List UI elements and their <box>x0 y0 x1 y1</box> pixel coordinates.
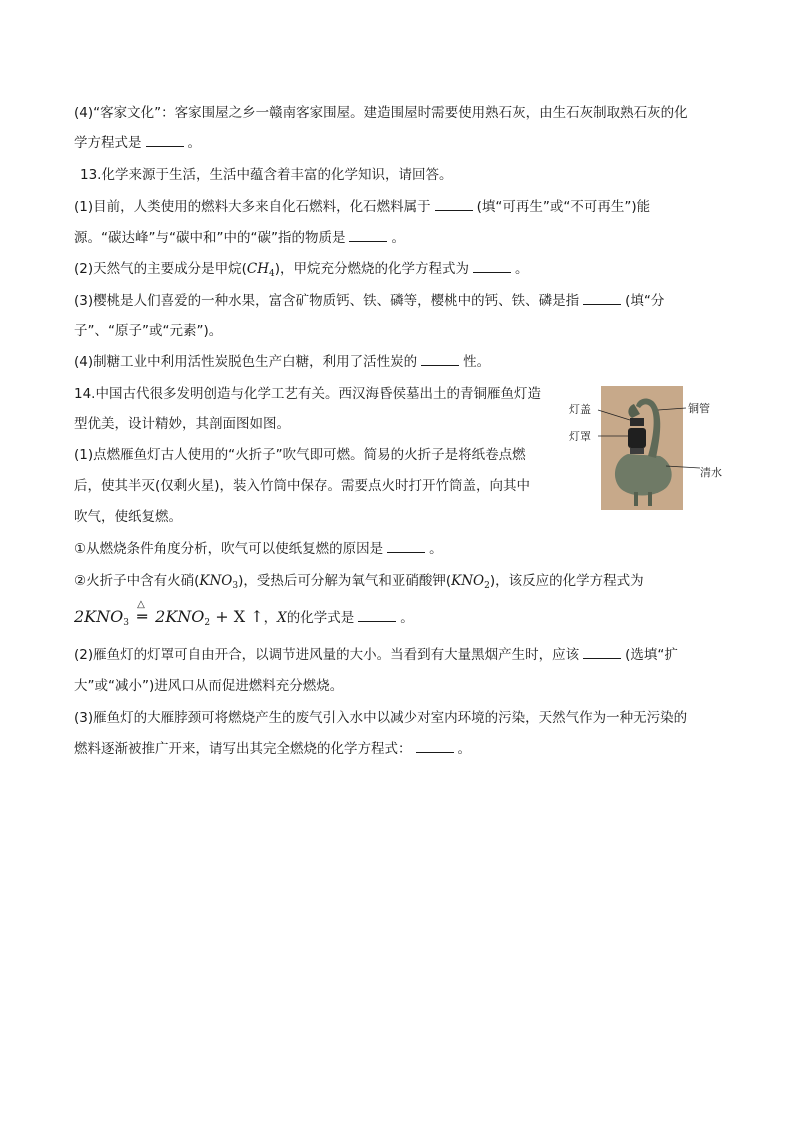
q14-1-line-1: (1)点燃雁鱼灯古人使用的“火折子”吹气即可燃。简易的火折子是将纸卷点燃 <box>74 447 526 463</box>
chemical-equation: $2KNO_3$ △ ═ $2KNO_2 + X$ ↑ <box>74 599 264 628</box>
answer-blank[interactable] <box>387 539 425 553</box>
q14-3-line-1: (3)雁鱼灯的大雁脖颈可将燃烧产生的废气引入水中以减少对室内环境的污染，天然气作为一种无污染的 <box>74 710 688 726</box>
q13-3-line-2: 子”、“原子”或“元素”)。 <box>74 323 223 339</box>
q14-1-line-3: 吹气，使纸复燃。 <box>74 509 182 525</box>
lamp-body <box>615 454 672 496</box>
q14-2-line-2: 大”或“减小”)进风口从而促进燃料充分燃烧。 <box>74 678 344 694</box>
answer-blank[interactable] <box>421 352 459 366</box>
q14-3-line-2: 燃料逐渐被推广开来，请写出其完全燃烧的化学方程式： 。 <box>74 741 471 757</box>
answer-blank[interactable] <box>473 259 511 273</box>
q14-equation-line: $2KNO_3$ △ ═ $2KNO_2 + X$ ↑，X的化学式是 。 <box>74 599 414 628</box>
answer-blank[interactable] <box>146 133 184 147</box>
q14-1-sub-2: ②火折子中含有火硝$(KNO_3)$，受热后可分解为氧气和亚硝酸钾$(KNO_2)$，该反应的化学方程式为 <box>74 573 644 591</box>
q13-1-line-1: (1)目前，人类使用的燃料大多来自化石燃料，化石燃料属于 (填“可再生”或“不可再生”)能 <box>74 199 651 215</box>
answer-blank[interactable] <box>435 197 473 211</box>
q14-stem-line-2: 型优美，设计精妙，其剖面图如图。 <box>74 416 290 432</box>
q13-2-line: (2)天然气的主要成分是甲烷$(CH_4)$，甲烷充分燃烧的化学方程式为 。 <box>74 261 529 279</box>
label-lamp-shade: 灯罩 <box>569 430 591 443</box>
goose-fish-lamp-figure <box>568 384 728 512</box>
lamp-base <box>630 448 644 454</box>
q14-1-sub-1: ①从燃烧条件角度分析，吹气可以使纸复燃的原因是 。 <box>74 541 443 557</box>
q12-4-line-1: (4)“客家文化”：客家围屋之乡一赣南客家围屋。建造围屋时需要使用熟石灰，由生石灰制取熟石灰的化 <box>74 105 688 121</box>
formula-kno2: $KNO_2$ <box>451 573 490 591</box>
answer-blank[interactable] <box>583 645 621 659</box>
answer-blank[interactable] <box>416 739 454 753</box>
q14-2-line-1: (2)雁鱼灯的灯罩可自由开合，以调节进风量的大小。当看到有大量黑烟产生时，应该 (选填“扩 <box>74 647 678 663</box>
answer-blank[interactable] <box>358 608 396 622</box>
q13-1-line-2: 源。“碳达峰”与“碳中和”中的“碳”指的物质是 。 <box>74 230 405 246</box>
label-copper-pipe: 铜管 <box>688 402 710 415</box>
formula-ch4: $CH_4$ <box>246 261 275 279</box>
leg-left <box>634 492 638 506</box>
lamp-shade <box>628 428 646 448</box>
answer-blank[interactable] <box>349 228 387 242</box>
q13-3-line-1: (3)樱桃是人们喜爱的一种水果，富含矿物质钙、铁、磷等，樱桃中的钙、铁、磷是指 (填“分 <box>74 293 665 309</box>
q12-4-line-2: 学方程式是 。 <box>74 135 201 151</box>
label-clear-water: 清水 <box>700 466 722 479</box>
answer-blank[interactable] <box>583 291 621 305</box>
heating-condition: △ ═ <box>137 599 147 626</box>
lamp-cover <box>630 418 644 426</box>
leg-right <box>648 492 652 506</box>
q14-stem-line-1: 14.中国古代很多发明创造与化学工艺有关。西汉海昏侯墓出土的青铜雁鱼灯造 <box>74 386 541 402</box>
q13-4-line: (4)制糖工业中利用活性炭脱色生产白糖，利用了活性炭的 性。 <box>74 354 491 370</box>
lamp-illustration <box>568 384 728 512</box>
q13-stem: 13.化学来源于生活，生活中蕴含着丰富的化学知识，请回答。 <box>80 167 453 183</box>
label-lamp-cover: 灯盖 <box>569 403 591 416</box>
formula-kno3: $KNO_3$ <box>199 573 239 591</box>
q14-1-line-2: 后，使其半灭(仅剩火星)，装入竹筒中保存。需要点火时打开竹筒盖，向其中 <box>74 478 531 494</box>
